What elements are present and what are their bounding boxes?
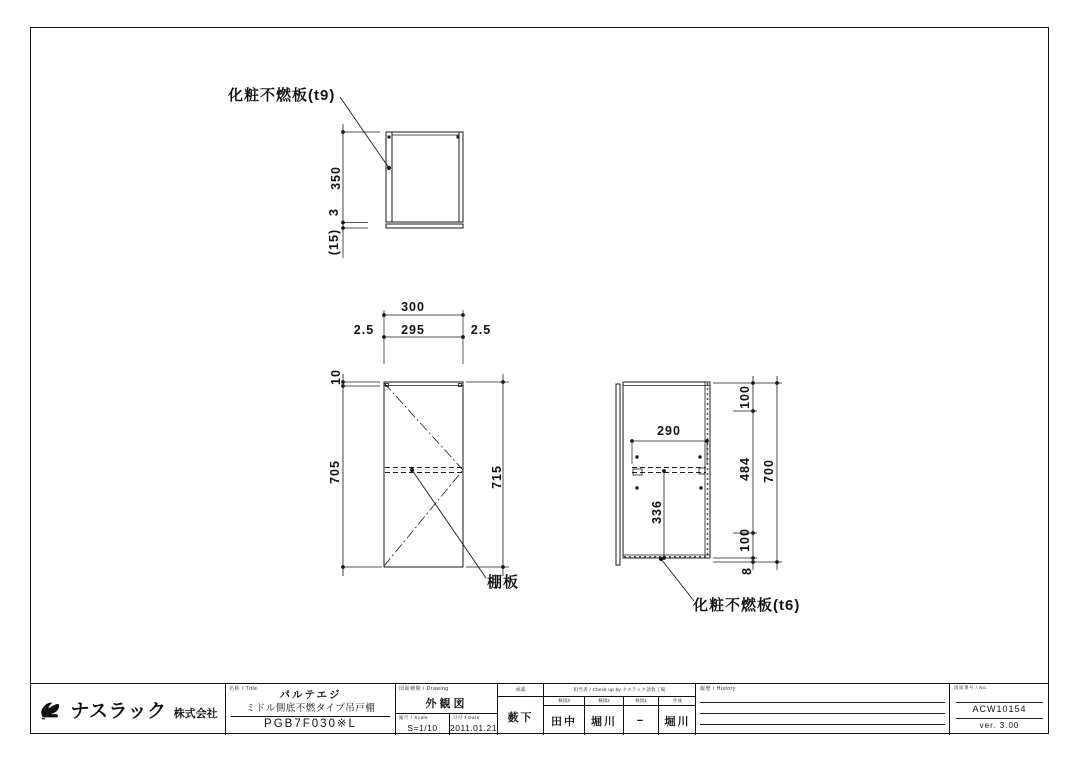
date-value: 2011.01.21 — [450, 723, 497, 733]
scale-value: S=1/10 — [407, 723, 438, 733]
history-cell — [695, 684, 949, 735]
label-shelf: 棚板 — [487, 574, 520, 591]
scale-cell — [396, 714, 449, 735]
drawing-type-cell — [395, 684, 497, 735]
checkup-cell — [543, 684, 695, 735]
history-row-line — [700, 713, 945, 714]
dim-front-width: 300 — [401, 300, 425, 314]
history-row-line — [700, 702, 945, 703]
plan-view — [340, 97, 463, 258]
drawing-number-value: ACW10154 — [972, 704, 1027, 714]
checkup-col-3-label: 検図1 — [624, 696, 658, 706]
approval-cell — [497, 684, 543, 735]
approval-header: 承認 — [498, 684, 543, 697]
dim-side-seg-top: 100 — [738, 385, 752, 409]
history-row-line — [700, 724, 945, 725]
number-divider — [956, 718, 1043, 719]
drawing-version: ver. 3.00 — [979, 721, 1020, 730]
front-view — [342, 310, 509, 578]
product-type: ミドル側底不燃タイプ吊戸棚 — [231, 700, 390, 717]
dim-front-top: 10 — [329, 369, 343, 385]
swan-logo-icon — [37, 697, 63, 723]
dim-front-body: 705 — [328, 460, 342, 484]
checkup-col-3 — [623, 696, 658, 735]
side-view — [616, 376, 782, 601]
scale-header: 縮尺 / Scale — [399, 715, 429, 720]
history-header: 履歴 / History — [700, 686, 736, 692]
company-name: ナスラック — [70, 701, 167, 722]
title-header: 名称 / Title — [229, 686, 258, 692]
checkup-col-2 — [584, 696, 623, 735]
dim-front-edge-left: 2.5 — [353, 323, 375, 337]
drawing-number-cell — [949, 684, 1049, 735]
company-suffix: 株式会社 — [173, 707, 218, 720]
approval-name: 薮下 — [507, 711, 534, 724]
dim-side-overall: 700 — [762, 459, 776, 483]
checkup-col-4-label: 作成 — [659, 696, 696, 706]
title-block — [30, 683, 1049, 734]
label-panel-t6: 化粧不燃板(t6) — [693, 597, 801, 614]
label-panel-t9: 化粧不燃板(t9) — [228, 87, 336, 104]
dim-front-inner: 295 — [401, 323, 425, 337]
dim-side-seg-bottom: 100 — [738, 528, 752, 552]
checkup-col-4-name: 堀川 — [664, 715, 691, 728]
dim-side-offset: 8 — [740, 567, 754, 575]
dim-front-edge-right: 2.5 — [470, 323, 492, 337]
checkup-col-1 — [544, 696, 584, 735]
dim-side-shelf-height: 336 — [650, 500, 664, 524]
product-series: パルテエジ — [279, 689, 342, 701]
dim-plan-door: (15) — [327, 228, 341, 256]
title-cell — [225, 684, 395, 735]
date-cell — [449, 714, 497, 735]
number-divider — [956, 702, 1043, 703]
drawing-type-value: 外観図 — [425, 698, 468, 710]
checkup-col-2-label: 検図2 — [585, 696, 623, 706]
dim-side-shelf-depth: 290 — [657, 424, 681, 438]
checkup-col-1-label: 検図3 — [544, 696, 584, 706]
drawing-number-header: 図面番号 / No. — [954, 685, 988, 690]
company-logo — [30, 684, 225, 735]
scale-date-row — [396, 713, 497, 735]
dim-side-seg-mid: 484 — [738, 457, 752, 481]
checkup-col-1-name: 田中 — [551, 715, 577, 728]
dim-plan-depth: 350 — [329, 166, 343, 190]
checkup-col-2-name: 堀川 — [591, 715, 617, 728]
drawing-type-header: 図面種類 / Drawing — [399, 686, 449, 692]
dim-front-overall: 715 — [490, 465, 504, 489]
date-header: 日付 / Date — [453, 715, 480, 720]
checkup-col-3-name: − — [636, 714, 646, 727]
dim-plan-gap: 3 — [327, 208, 341, 216]
model-number: PGB7F030※L — [264, 718, 357, 730]
checkup-header: 担当者 / Check up by ナスラック請負工場 — [544, 684, 695, 697]
checkup-col-4 — [658, 696, 696, 735]
